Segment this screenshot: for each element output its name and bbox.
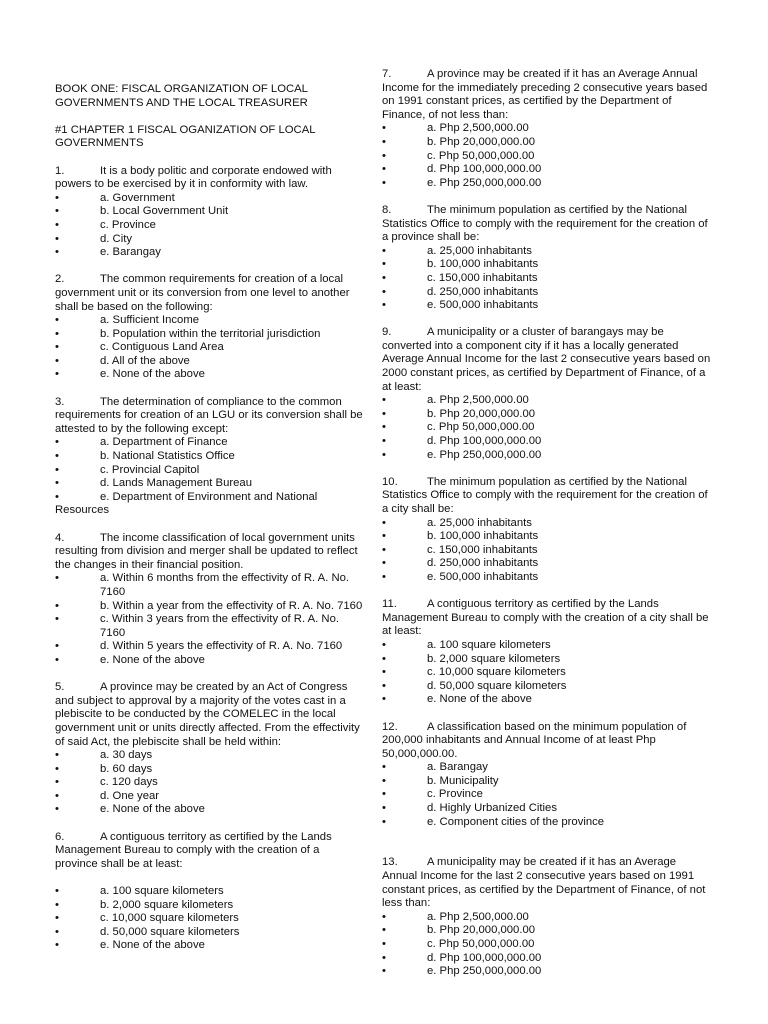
- option-text: b. 60 days: [100, 762, 153, 775]
- option-text: d. City: [100, 232, 133, 245]
- option-text: c. 10,000 square kilometers: [100, 912, 239, 925]
- answer-option: [55, 803, 365, 817]
- answer-option: [55, 450, 365, 464]
- option-text: a. 100 square kilometers: [427, 638, 551, 651]
- option-text: a. Php 2,500,000.00: [427, 122, 529, 135]
- bullet-icon: •: [382, 788, 386, 801]
- bullet-icon: •: [382, 435, 386, 448]
- bullet-icon: •: [382, 163, 386, 176]
- question-number: 11.: [382, 598, 397, 611]
- left-column: [55, 83, 365, 967]
- question-number: 10.: [382, 475, 398, 488]
- option-text: d. Php 100,000,000.00: [427, 163, 542, 176]
- bullet-icon: •: [382, 693, 386, 706]
- question-stem: [55, 831, 365, 872]
- bullet-icon: •: [55, 191, 59, 204]
- bullet-icon: •: [382, 924, 386, 937]
- answer-option: [55, 328, 365, 342]
- answer-option: [382, 394, 712, 408]
- answer-option: [55, 355, 365, 369]
- question-number: 7.: [382, 68, 392, 80]
- bullet-icon: •: [382, 516, 386, 529]
- answer-option: [55, 776, 365, 790]
- bullet-icon: •: [55, 776, 59, 789]
- option-text: c. Php 50,000,000.00: [427, 938, 535, 950]
- option-text: b. Php 20,000,000.00: [427, 135, 536, 148]
- option-text: e. None of the above: [100, 803, 205, 816]
- answer-option: [382, 299, 712, 313]
- bullet-icon: •: [55, 640, 59, 653]
- bullet-icon: •: [55, 368, 59, 381]
- question-10: [382, 476, 712, 585]
- answer-option: [382, 938, 712, 952]
- answer-option: [55, 219, 365, 233]
- question-number: 5.: [55, 681, 65, 694]
- question-1: [55, 165, 365, 260]
- bullet-icon: •: [382, 530, 386, 543]
- option-text: e. None of the above: [100, 653, 205, 666]
- question-stem: [382, 326, 712, 394]
- option-text: d. 50,000 square kilometers: [100, 925, 240, 938]
- option-text: d. All of the above: [100, 354, 190, 367]
- bullet-icon: •: [55, 246, 59, 259]
- answer-option: [382, 693, 712, 707]
- bullet-icon: •: [55, 789, 59, 802]
- bullet-icon: •: [55, 341, 59, 354]
- answer-option: [382, 530, 712, 544]
- answer-option: [382, 245, 712, 259]
- option-text: c. Php 50,000,000.00: [427, 421, 535, 434]
- option-text: d. Lands Management Bureau: [100, 477, 252, 490]
- question-text: The minimum population as certified by the National Statistics Office to comply with the requirement for the creation of a city shall be:: [382, 475, 708, 515]
- answer-option: [55, 341, 365, 355]
- answer-option: [55, 899, 365, 913]
- bullet-icon: •: [382, 815, 386, 828]
- option-text: a. 25,000 inhabitants: [427, 244, 532, 257]
- option-text: c. 10,000 square kilometers: [427, 666, 566, 679]
- bullet-icon: •: [382, 774, 386, 787]
- option-text: e. None of the above: [100, 368, 205, 381]
- bullet-icon: •: [382, 271, 386, 284]
- option-text: b. Php 20,000,000.00: [427, 924, 536, 937]
- blank-line: [55, 871, 365, 885]
- option-text: a. 100 square kilometers: [100, 885, 224, 898]
- answer-option: [382, 258, 712, 272]
- answer-option: [382, 775, 712, 789]
- option-text: d. Within 5 years the effectivity of R. A. No. 7160: [100, 640, 343, 653]
- bullet-icon: •: [382, 149, 386, 162]
- answer-option: [382, 435, 712, 449]
- bullet-icon: •: [55, 572, 59, 585]
- option-text: b. Within a year from the effectivity of R. A. No. 7160: [100, 599, 363, 612]
- answer-option: [382, 122, 712, 136]
- option-text: a. 25,000 inhabitants: [427, 516, 532, 529]
- question-text: A contiguous territory as certified by the Lands Management Bureau to comply with the creation of a city shall be at least:: [382, 598, 709, 638]
- bullet-icon: •: [55, 885, 59, 898]
- question-number: 9.: [382, 326, 392, 339]
- answer-option: [382, 788, 712, 802]
- option-text: e. Barangay: [100, 246, 161, 259]
- bullet-icon: •: [382, 122, 386, 135]
- book-title: BOOK ONE: FISCAL ORGANIZATION OF LOCAL GOVERNMENTS AND THE LOCAL TREASURER: [55, 83, 308, 109]
- bullet-icon: •: [55, 354, 59, 367]
- chapter-title: #1 CHAPTER 1 FISCAL OGANIZATION OF LOCAL GOVERNMENTS: [55, 123, 316, 150]
- answer-option: [55, 926, 365, 940]
- option-text: e. Department of Environment and National Resources: [55, 490, 318, 517]
- question-5: [55, 681, 365, 817]
- option-text: a. Sufficient Income: [100, 314, 200, 327]
- answer-option: [382, 761, 712, 775]
- answer-option: [382, 544, 712, 558]
- option-text: e. Php 250,000,000.00: [427, 448, 542, 461]
- option-text: e. 500,000 inhabitants: [427, 570, 539, 583]
- option-text: d. 250,000 inhabitants: [427, 557, 539, 570]
- bullet-icon: •: [382, 802, 386, 815]
- question-stem: [55, 532, 365, 573]
- bullet-icon: •: [382, 543, 386, 556]
- bullet-icon: •: [55, 762, 59, 775]
- option-text: d. 50,000 square kilometers: [427, 679, 567, 692]
- answer-option: [55, 640, 365, 654]
- bullet-icon: •: [382, 135, 386, 148]
- bullet-icon: •: [55, 912, 59, 925]
- bullet-icon: •: [382, 448, 386, 461]
- answer-option: [382, 965, 712, 979]
- bullet-icon: •: [55, 599, 59, 612]
- answer-option: [382, 952, 712, 966]
- question-2: [55, 273, 365, 382]
- question-text: A contiguous territory as certified by the Lands Management Bureau to comply with the creation of a province shall be at least:: [55, 830, 332, 870]
- option-text: e. 500,000 inhabitants: [427, 299, 539, 312]
- question-text: A province may be created by an Act of Congress and subject to approval by a majority of the votes cast in a plebiscite to be conducted by the COMELEC in the local government unit or units directly affected. From the effectivity of said Act, the plebiscite shall be held within:: [55, 681, 360, 748]
- question-stem: [382, 721, 712, 762]
- bullet-icon: •: [55, 898, 59, 911]
- bullet-icon: •: [382, 299, 386, 312]
- answer-option: [55, 790, 365, 804]
- answer-option: [382, 150, 712, 164]
- question-text: It is a body politic and corporate endowed with powers to be exercised by it in conformity with law.: [55, 164, 332, 191]
- bullet-icon: •: [55, 939, 59, 952]
- bullet-icon: •: [55, 232, 59, 245]
- answer-option: [55, 314, 365, 328]
- answer-option: [55, 654, 365, 668]
- option-text: b. 2,000 square kilometers: [427, 652, 561, 665]
- option-text: a. Php 2,500,000.00: [427, 394, 529, 407]
- bullet-icon: •: [55, 803, 59, 816]
- option-text: c. Province: [100, 218, 156, 231]
- bullet-icon: •: [382, 679, 386, 692]
- bullet-icon: •: [382, 394, 386, 407]
- bullet-icon: •: [55, 218, 59, 231]
- answer-option: [382, 177, 712, 191]
- answer-option: [382, 924, 712, 938]
- question-text: The determination of compliance to the common requirements for creation of an LGU or its conversion shall be attested to by the following except:: [55, 395, 363, 435]
- answer-option: [55, 912, 365, 926]
- answer-option: [55, 572, 365, 599]
- answer-option: [55, 477, 365, 491]
- answer-option: [382, 163, 712, 177]
- option-text: c. Contiguous Land Area: [100, 341, 224, 354]
- answer-option: [382, 802, 712, 816]
- question-text: The common requirements for creation of a local government unit or its conversion from one level to another shall be based on the following:: [55, 273, 350, 313]
- bullet-icon: •: [55, 314, 59, 327]
- option-text: a. Within 6 months from the effectivity of R. A. No. 7160: [100, 572, 350, 598]
- bullet-icon: •: [382, 938, 386, 950]
- bullet-icon: •: [55, 477, 59, 490]
- option-text: b. Php 20,000,000.00: [427, 407, 536, 420]
- bullet-icon: •: [382, 761, 386, 774]
- question-number: 13.: [382, 856, 398, 869]
- answer-option: [55, 464, 365, 478]
- answer-option: [55, 436, 365, 450]
- question-4: [55, 532, 365, 668]
- bullet-icon: •: [382, 244, 386, 257]
- bullet-icon: •: [55, 490, 59, 503]
- question-stem: [55, 681, 365, 749]
- question-stem: [382, 476, 712, 517]
- question-stem: [55, 165, 365, 192]
- question-11: [382, 598, 712, 707]
- bullet-icon: •: [382, 258, 386, 271]
- answer-option: [55, 749, 365, 763]
- answer-option: [55, 368, 365, 382]
- option-text: c. Province: [427, 788, 483, 801]
- option-text: a. Government: [100, 191, 175, 204]
- question-text: A classification based on the minimum population of 200,000 inhabitants and Annual Income of at least Php 50,000,000.00.: [382, 720, 687, 760]
- question-number: 6.: [55, 830, 65, 843]
- question-6: [55, 831, 365, 953]
- option-text: c. 150,000 inhabitants: [427, 271, 538, 284]
- option-text: c. Within 3 years from the effectivity of R. A. No. 7160: [100, 613, 339, 639]
- answer-option: [55, 491, 365, 518]
- option-text: c. Php 50,000,000.00: [427, 149, 535, 162]
- option-text: c. 120 days: [100, 776, 158, 789]
- answer-option: [382, 421, 712, 435]
- question-stem: [382, 68, 712, 122]
- answer-option: [382, 517, 712, 531]
- bullet-icon: •: [382, 570, 386, 583]
- answer-option: [55, 600, 365, 614]
- question-text: A municipality may be created if it has an Average Annual Income for the last 2 consecutive years based on 1991 constant prices, as certified by the Department of Finance, of not less than:: [382, 856, 706, 910]
- option-text: b. 100,000 inhabitants: [427, 530, 539, 543]
- answer-option: [382, 680, 712, 694]
- question-7: [382, 68, 712, 190]
- question-number: 3.: [55, 395, 65, 408]
- question-stem: [382, 598, 712, 639]
- question-9: [382, 326, 712, 462]
- answer-option: [55, 885, 365, 899]
- answer-option: [382, 653, 712, 667]
- answer-option: [382, 286, 712, 300]
- answer-option: [382, 816, 712, 830]
- bullet-icon: •: [382, 666, 386, 679]
- option-text: b. National Statistics Office: [100, 450, 235, 463]
- answer-option: [55, 613, 365, 640]
- option-text: d. 250,000 inhabitants: [427, 285, 539, 298]
- bullet-icon: •: [55, 749, 59, 762]
- question-number: 12.: [382, 720, 398, 733]
- option-text: b. Local Government Unit: [100, 205, 229, 218]
- bullet-icon: •: [55, 613, 59, 626]
- option-text: a. Department of Finance: [100, 436, 228, 449]
- option-text: d. Php 100,000,000.00: [427, 435, 542, 448]
- answer-option: [55, 233, 365, 247]
- bullet-icon: •: [382, 965, 386, 978]
- blank-line: [382, 843, 712, 857]
- bullet-icon: •: [382, 638, 386, 651]
- question-13: [382, 856, 712, 978]
- question-text: The income classification of local government units resulting from division and merger shall be updated to reflect the changes in their financial position.: [55, 531, 358, 571]
- right-column: [382, 68, 712, 992]
- answer-option: [55, 763, 365, 777]
- question-text: The minimum population as certified by the National Statistics Office to comply with the requirement for the creation of a province shall be:: [382, 203, 708, 244]
- bullet-icon: •: [55, 327, 59, 340]
- option-text: e. Php 250,000,000.00: [427, 176, 542, 189]
- answer-option: [382, 666, 712, 680]
- question-3: [55, 396, 365, 518]
- answer-option: [55, 246, 365, 260]
- answer-option: [382, 136, 712, 150]
- answer-option: [382, 449, 712, 463]
- option-text: c. Provincial Capitol: [100, 463, 200, 476]
- question-number: 2.: [55, 273, 65, 286]
- bullet-icon: •: [55, 925, 59, 938]
- bullet-icon: •: [55, 436, 59, 449]
- bullet-icon: •: [55, 463, 59, 476]
- answer-option: [382, 408, 712, 422]
- question-stem: [55, 396, 365, 437]
- option-text: b. 2,000 square kilometers: [100, 898, 234, 911]
- bullet-icon: •: [55, 450, 59, 463]
- option-text: d. Php 100,000,000.00: [427, 951, 542, 964]
- option-text: a. Barangay: [427, 761, 488, 774]
- question-number: 8.: [382, 203, 392, 216]
- option-text: a. 30 days: [100, 749, 153, 762]
- question-stem: [382, 204, 712, 245]
- option-text: d. One year: [100, 789, 160, 802]
- bullet-icon: •: [382, 910, 386, 923]
- option-text: b. Population within the territorial jurisdiction: [100, 327, 321, 340]
- bullet-icon: •: [382, 421, 386, 434]
- question-stem: [382, 856, 712, 910]
- bullet-icon: •: [382, 407, 386, 420]
- bullet-icon: •: [382, 557, 386, 570]
- option-text: a. Php 2,500,000.00: [427, 910, 529, 923]
- question-number: 4.: [55, 531, 65, 544]
- option-text: d. Highly Urbanized Cities: [427, 802, 557, 815]
- option-text: b. 100,000 inhabitants: [427, 258, 539, 271]
- bullet-icon: •: [55, 205, 59, 218]
- answer-option: [55, 192, 365, 206]
- option-text: e. None of the above: [427, 693, 532, 706]
- question-text: A municipality or a cluster of barangays may be converted into a component city if it has a locally generated Average Annual Income for the last 2 consecutive years based on 2000 constant prices, as certified by Department of Finance, of a at least:: [382, 326, 711, 393]
- bullet-icon: •: [55, 653, 59, 666]
- option-text: c. 150,000 inhabitants: [427, 543, 538, 556]
- answer-option: [382, 571, 712, 585]
- bullet-icon: •: [382, 652, 386, 665]
- question-8: [382, 204, 712, 313]
- option-text: e. Php 250,000,000.00: [427, 965, 542, 978]
- bullet-icon: •: [382, 176, 386, 189]
- question-text: A province may be created if it has an Average Annual Income for the immediately preceding 2 consecutive years based on 1991 constant prices, as certified by the Department of Finance, of not less than:: [382, 68, 708, 121]
- option-text: b. Municipality: [427, 774, 499, 787]
- answer-option: [382, 639, 712, 653]
- answer-option: [55, 939, 365, 953]
- answer-option: [55, 205, 365, 219]
- question-stem: [55, 273, 365, 314]
- bullet-icon: •: [382, 951, 386, 964]
- answer-option: [382, 557, 712, 571]
- answer-option: [382, 272, 712, 286]
- answer-option: [382, 911, 712, 925]
- question-number: 1.: [55, 164, 65, 177]
- bullet-icon: •: [382, 285, 386, 298]
- option-text: e. Component cities of the province: [427, 815, 605, 828]
- option-text: e. None of the above: [100, 939, 205, 952]
- question-12: [382, 721, 712, 830]
